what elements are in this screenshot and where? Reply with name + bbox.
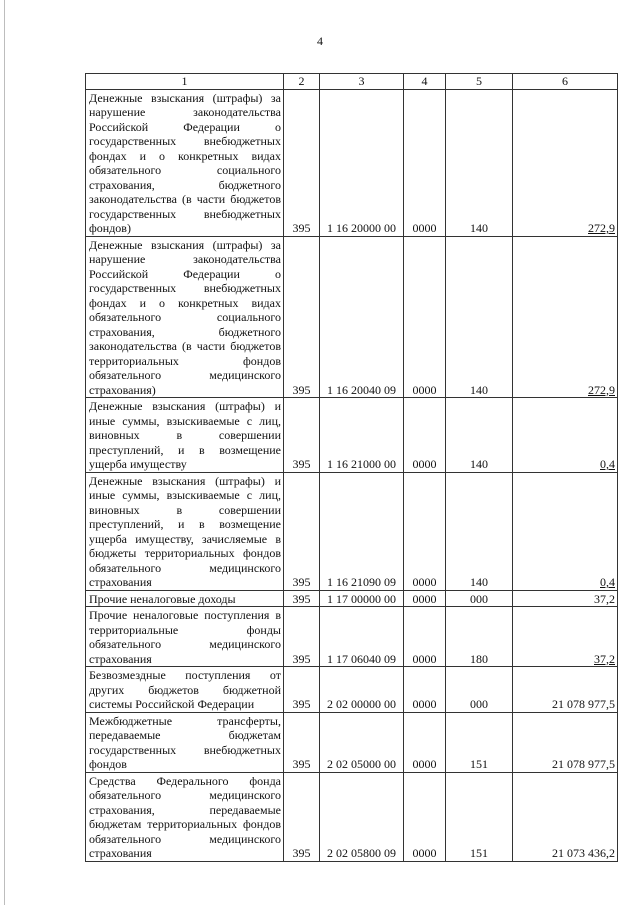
row-program-code: 0000 (404, 607, 446, 667)
row-revenue-code: 1 17 00000 00 (320, 590, 404, 607)
table-row (86, 236, 618, 398)
row-name: Денежные взыскания (штрафы) и иные суммы, взыскиваемые с лиц, виновных в совершении преступлений, и в возмещение ущерба имуществу, зачисляемые в бюджеты территориальных фондов обязательного медицинского страхования (86, 472, 284, 590)
row-admin-code: 395 (284, 590, 320, 607)
row-amount: 0,4 (513, 398, 618, 473)
row-program-code: 0000 (404, 89, 446, 236)
row-admin-code: 395 (284, 607, 320, 667)
table-row (86, 607, 618, 667)
row-econ-code: 140 (446, 398, 513, 473)
row-program-code: 0000 (404, 667, 446, 713)
row-admin-code: 395 (284, 89, 320, 236)
row-admin-code: 395 (284, 712, 320, 772)
row-amount: 0,4 (513, 472, 618, 590)
row-program-code: 0000 (404, 590, 446, 607)
row-name: Прочие неналоговые поступления в территориальные фонды обязательного медицинского страхования (86, 607, 284, 667)
row-econ-code: 000 (446, 590, 513, 607)
header-col-6: 6 (513, 74, 618, 90)
table-row (86, 667, 618, 713)
row-name: Денежные взыскания (штрафы) и иные суммы, взыскиваемые с лиц, виновных в совершении преступлений, и в возмещение ущерба имуществу (86, 398, 284, 473)
row-revenue-code: 2 02 00000 00 (320, 667, 404, 713)
row-revenue-code: 2 02 05000 00 (320, 712, 404, 772)
row-admin-code: 395 (284, 667, 320, 713)
table-row (86, 590, 618, 607)
row-program-code: 0000 (404, 236, 446, 398)
table-row (86, 772, 618, 861)
row-econ-code: 140 (446, 236, 513, 398)
table-header-row (86, 74, 618, 90)
table-row (86, 89, 618, 236)
row-name: Денежные взыскания (штрафы) за нарушение законодательства Российской Федерации о государственных внебюджетных фондах и о конкретных видах обязательного социального страхования, бюджетного законодательства (в части бюджетов территориальных фондов обязательного медицинского страхования) (86, 236, 284, 398)
page-number: 4 (317, 34, 323, 48)
row-program-code: 0000 (404, 472, 446, 590)
row-admin-code: 395 (284, 398, 320, 473)
row-amount: 21 073 436,2 (513, 772, 618, 861)
row-revenue-code: 1 16 21000 00 (320, 398, 404, 473)
row-name: Денежные взыскания (штрафы) за нарушение законодательства Российской Федерации о государственных внебюджетных фондах и о конкретных видах обязательного социального страхования, бюджетного законодательства (в части бюджетов государственных внебюджетных фондов) (86, 89, 284, 236)
row-admin-code: 395 (284, 472, 320, 590)
row-revenue-code: 1 16 20040 09 (320, 236, 404, 398)
header-col-3: 3 (320, 74, 404, 90)
row-amount: 37,2 (513, 607, 618, 667)
header-col-4: 4 (404, 74, 446, 90)
row-econ-code: 180 (446, 607, 513, 667)
table-row (86, 472, 618, 590)
row-econ-code: 000 (446, 667, 513, 713)
row-name: Межбюджетные трансферты, передаваемые бюджетам государственных внебюджетных фондов (86, 712, 284, 772)
row-amount: 21 078 977,5 (513, 712, 618, 772)
row-amount: 272,9 (513, 236, 618, 398)
row-program-code: 0000 (404, 772, 446, 861)
row-name: Средства Федерального фонда обязательного медицинского страхования, передаваемые бюджетам территориальных фондов обязательного медицинского страхования (86, 772, 284, 861)
row-revenue-code: 1 17 06040 09 (320, 607, 404, 667)
table-row (86, 712, 618, 772)
row-admin-code: 395 (284, 236, 320, 398)
header-col-2: 2 (284, 74, 320, 90)
header-col-1: 1 (86, 74, 284, 90)
row-amount: 21 078 977,5 (513, 667, 618, 713)
row-program-code: 0000 (404, 712, 446, 772)
budget-table (85, 73, 618, 862)
row-admin-code: 395 (284, 772, 320, 861)
row-name: Прочие неналоговые доходы (86, 590, 284, 607)
table-row (86, 398, 618, 473)
row-econ-code: 151 (446, 772, 513, 861)
row-amount: 272,9 (513, 89, 618, 236)
row-econ-code: 140 (446, 89, 513, 236)
row-name: Безвозмездные поступления от других бюджетов бюджетной системы Российской Федерации (86, 667, 284, 713)
row-program-code: 0000 (404, 398, 446, 473)
row-amount: 37,2 (513, 590, 618, 607)
row-econ-code: 140 (446, 472, 513, 590)
row-revenue-code: 1 16 21090 09 (320, 472, 404, 590)
row-econ-code: 151 (446, 712, 513, 772)
row-revenue-code: 1 16 20000 00 (320, 89, 404, 236)
page-edge-line (4, 0, 5, 905)
row-revenue-code: 2 02 05800 09 (320, 772, 404, 861)
header-col-5: 5 (446, 74, 513, 90)
